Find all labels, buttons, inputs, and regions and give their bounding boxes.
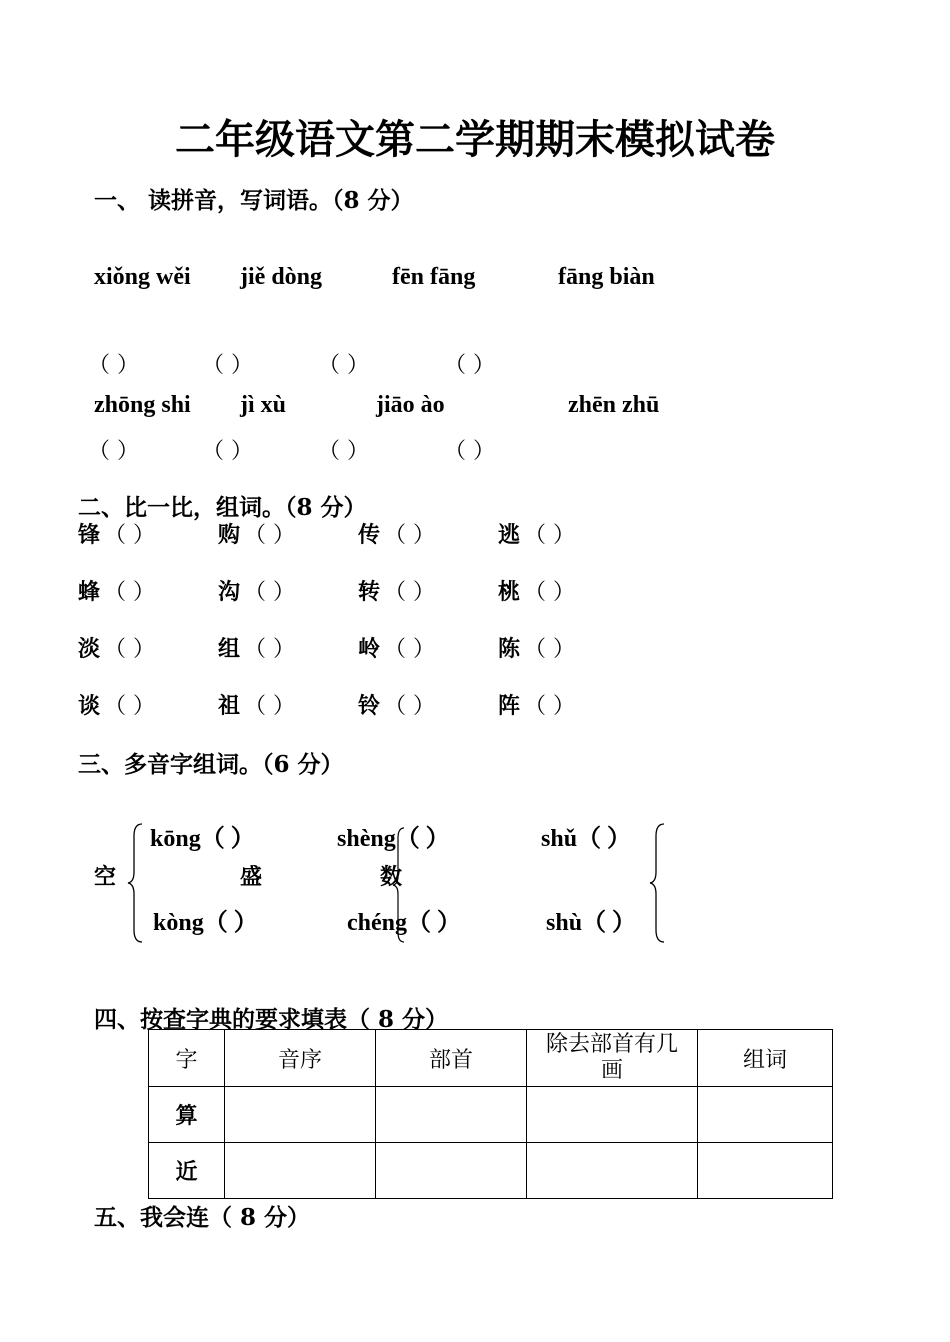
compare-char: 铃 xyxy=(358,693,381,719)
compare-char: 桃 xyxy=(498,579,521,605)
compare-char: 陈 xyxy=(498,636,521,662)
compare-char: 阵 xyxy=(498,693,521,719)
compare-char: 组 xyxy=(218,636,241,662)
compare-char: 转 xyxy=(358,579,381,605)
answer-blank[interactable]: （ ） xyxy=(202,353,253,378)
reading-blank[interactable]: shǔ（ ） xyxy=(541,826,632,852)
table-cell[interactable] xyxy=(225,1087,376,1143)
reading-blank[interactable]: kòng（ ） xyxy=(153,910,258,936)
compare-char: 蜂 xyxy=(78,579,101,605)
answer-blank[interactable]: （ ） xyxy=(524,523,575,548)
pinyin-1: xiǒng wěi xyxy=(94,264,191,290)
compare-char: 祖 xyxy=(218,693,241,719)
answer-blank[interactable]: （ ） xyxy=(318,353,369,378)
left-brace-icon xyxy=(392,826,406,944)
answer-blank[interactable]: （ ） xyxy=(524,580,575,605)
answer-blank[interactable]: （ ） xyxy=(244,580,295,605)
left-brace-icon xyxy=(648,822,668,944)
table-cell[interactable] xyxy=(376,1087,527,1143)
reading-blank[interactable]: shèng（ ） xyxy=(337,826,450,852)
table-cell[interactable] xyxy=(376,1143,527,1199)
answer-blank[interactable]: （ ） xyxy=(88,439,139,464)
pinyin-7: jiāo ào xyxy=(376,392,445,418)
reading-blank[interactable]: kōng（ ） xyxy=(150,826,255,852)
table-header: 字 xyxy=(149,1030,225,1087)
answer-blank[interactable]: （ ） xyxy=(244,694,295,719)
table-cell[interactable] xyxy=(698,1087,833,1143)
compare-char: 传 xyxy=(358,522,381,548)
left-brace-icon xyxy=(126,822,146,944)
answer-blank[interactable]: （ ） xyxy=(104,580,155,605)
table-cell[interactable] xyxy=(698,1143,833,1199)
compare-char: 沟 xyxy=(218,579,241,605)
answer-blank[interactable]: （ ） xyxy=(444,353,495,378)
table-row-char: 近 xyxy=(149,1143,225,1199)
polyphone-char: 空 xyxy=(94,864,117,890)
section-4-heading: 四、按查字典的要求填表（ 8 分） xyxy=(94,1006,449,1033)
answer-blank[interactable]: （ ） xyxy=(104,523,155,548)
answer-blank[interactable]: （ ） xyxy=(318,439,369,464)
dictionary-table xyxy=(148,1029,833,1199)
table-cell[interactable] xyxy=(225,1143,376,1199)
answer-blank[interactable]: （ ） xyxy=(384,637,435,662)
reading-blank[interactable]: shù（ ） xyxy=(546,910,637,936)
compare-char: 购 xyxy=(218,522,241,548)
table-cell[interactable] xyxy=(527,1143,698,1199)
answer-blank[interactable]: （ ） xyxy=(384,523,435,548)
pinyin-3: fēn fāng xyxy=(392,264,476,290)
pinyin-2: jiě dòng xyxy=(240,264,323,290)
table-header: 组词 xyxy=(698,1030,833,1087)
page-title: 二年级语文第二学期期末模拟试卷 xyxy=(175,117,775,163)
answer-blank[interactable]: （ ） xyxy=(384,694,435,719)
polyphone-char: 数 xyxy=(380,864,403,890)
polyphone-char: 盛 xyxy=(240,864,263,890)
answer-blank[interactable]: （ ） xyxy=(524,637,575,662)
table-header: 音序 xyxy=(225,1030,376,1087)
pinyin-8: zhēn zhū xyxy=(568,392,660,418)
answer-blank[interactable]: （ ） xyxy=(88,353,139,378)
pinyin-4: fāng biàn xyxy=(558,264,655,290)
answer-blank[interactable]: （ ） xyxy=(244,637,295,662)
compare-char: 谈 xyxy=(78,693,101,719)
table-header: 部首 xyxy=(376,1030,527,1087)
section-5-heading: 五、我会连（ 8 分） xyxy=(94,1204,311,1231)
compare-char: 锋 xyxy=(78,522,101,548)
answer-blank[interactable]: （ ） xyxy=(384,580,435,605)
compare-char: 岭 xyxy=(358,636,381,662)
table-cell[interactable] xyxy=(527,1087,698,1143)
answer-blank[interactable]: （ ） xyxy=(444,439,495,464)
pinyin-6: jì xù xyxy=(240,392,287,418)
table-header: 除去部首有几画 xyxy=(527,1030,698,1087)
answer-blank[interactable]: （ ） xyxy=(104,637,155,662)
pinyin-5: zhōng shi xyxy=(94,392,191,418)
answer-blank[interactable]: （ ） xyxy=(104,694,155,719)
reading-blank[interactable]: chéng（ ） xyxy=(347,910,461,936)
compare-char: 逃 xyxy=(498,522,521,548)
section-2-heading: 二、比一比，组词。（8 分） xyxy=(78,494,367,521)
answer-blank[interactable]: （ ） xyxy=(202,439,253,464)
compare-char: 淡 xyxy=(78,636,101,662)
answer-blank[interactable]: （ ） xyxy=(244,523,295,548)
table-row-char: 算 xyxy=(149,1087,225,1143)
answer-blank[interactable]: （ ） xyxy=(524,694,575,719)
section-1-heading: 一、 读拼音，写词语。（8 分） xyxy=(94,187,414,214)
section-3-heading: 三、多音字组词。（6 分） xyxy=(78,751,344,778)
